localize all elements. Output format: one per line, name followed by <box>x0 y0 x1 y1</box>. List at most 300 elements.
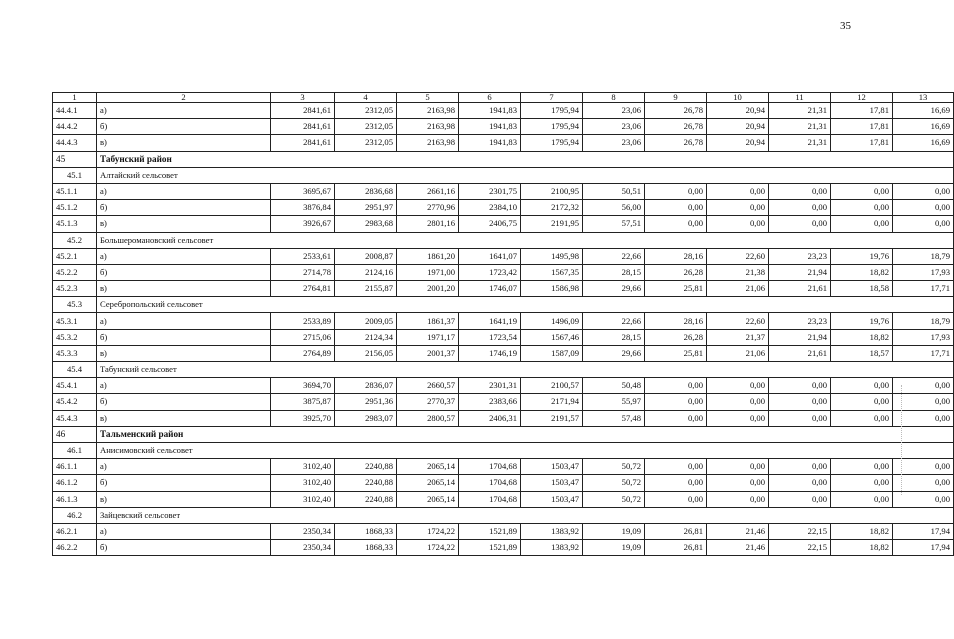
value-cell: 2312,05 <box>335 119 397 135</box>
value-cell: 29,66 <box>583 345 645 361</box>
value-cell: 19,76 <box>831 248 893 264</box>
value-cell: 3876,84 <box>271 200 335 216</box>
value-cell: 21,46 <box>707 523 769 539</box>
row-label: а) <box>97 103 271 119</box>
value-cell: 2660,57 <box>397 378 459 394</box>
row-label: б) <box>97 329 271 345</box>
value-cell: 21,46 <box>707 540 769 556</box>
value-cell: 21,38 <box>707 264 769 280</box>
value-cell: 0,00 <box>769 394 831 410</box>
column-number: 1 <box>53 93 97 103</box>
value-cell: 1746,19 <box>459 345 521 361</box>
row-label: а) <box>97 248 271 264</box>
value-cell: 0,00 <box>831 200 893 216</box>
value-cell: 2836,07 <box>335 378 397 394</box>
value-cell: 1971,17 <box>397 329 459 345</box>
district-title: Тальменский район <box>97 426 954 442</box>
column-number: 5 <box>397 93 459 103</box>
council-code: 45.4 <box>53 362 97 378</box>
table-row <box>53 313 954 329</box>
value-cell: 18,82 <box>831 264 893 280</box>
value-cell: 1724,22 <box>397 540 459 556</box>
council-title: Серебропольский сельсовет <box>97 297 954 313</box>
value-cell: 2100,57 <box>521 378 583 394</box>
value-cell: 1746,07 <box>459 281 521 297</box>
column-number: 11 <box>769 93 831 103</box>
value-cell: 23,23 <box>769 313 831 329</box>
value-cell: 1795,94 <box>521 103 583 119</box>
value-cell: 1971,00 <box>397 264 459 280</box>
value-cell: 18,58 <box>831 281 893 297</box>
value-cell: 2100,95 <box>521 183 583 199</box>
value-cell: 0,00 <box>645 200 707 216</box>
value-cell: 23,06 <box>583 119 645 135</box>
value-cell: 16,69 <box>893 119 954 135</box>
row-label: а) <box>97 459 271 475</box>
council-title: Зайцевский сельсовет <box>97 507 954 523</box>
table-row <box>53 183 954 199</box>
column-number: 9 <box>645 93 707 103</box>
value-cell: 1868,33 <box>335 523 397 539</box>
value-cell: 1586,98 <box>521 281 583 297</box>
row-label: б) <box>97 394 271 410</box>
council-row <box>53 442 954 458</box>
value-cell: 16,69 <box>893 135 954 151</box>
value-cell: 3926,67 <box>271 216 335 232</box>
value-cell: 2001,20 <box>397 281 459 297</box>
value-cell: 0,00 <box>707 491 769 507</box>
value-cell: 2406,31 <box>459 410 521 426</box>
value-cell: 0,00 <box>893 378 954 394</box>
value-cell: 0,00 <box>769 378 831 394</box>
column-number-row <box>53 93 954 103</box>
council-row <box>53 232 954 248</box>
value-cell: 2983,68 <box>335 216 397 232</box>
value-cell: 2770,37 <box>397 394 459 410</box>
value-cell: 2383,66 <box>459 394 521 410</box>
row-code: 45.1.1 <box>53 183 97 199</box>
value-cell: 2533,61 <box>271 248 335 264</box>
value-cell: 2841,61 <box>271 103 335 119</box>
value-cell: 1495,98 <box>521 248 583 264</box>
row-label: б) <box>97 264 271 280</box>
value-cell: 0,00 <box>893 459 954 475</box>
value-cell: 0,00 <box>645 394 707 410</box>
value-cell: 3102,40 <box>271 459 335 475</box>
value-cell: 20,94 <box>707 135 769 151</box>
value-cell: 1383,92 <box>521 523 583 539</box>
value-cell: 50,72 <box>583 459 645 475</box>
value-cell: 55,97 <box>583 394 645 410</box>
value-cell: 25,81 <box>645 281 707 297</box>
row-code: 44.4.1 <box>53 103 97 119</box>
value-cell: 0,00 <box>831 475 893 491</box>
value-cell: 0,00 <box>769 459 831 475</box>
value-cell: 21,61 <box>769 281 831 297</box>
council-code: 46.2 <box>53 507 97 523</box>
value-cell: 0,00 <box>893 475 954 491</box>
value-cell: 0,00 <box>645 475 707 491</box>
value-cell: 17,81 <box>831 135 893 151</box>
value-cell: 3694,70 <box>271 378 335 394</box>
council-title: Табунский сельсовет <box>97 362 954 378</box>
row-code: 45.3.3 <box>53 345 97 361</box>
value-cell: 2533,89 <box>271 313 335 329</box>
row-code: 45.3.2 <box>53 329 97 345</box>
row-code: 45.2.1 <box>53 248 97 264</box>
value-cell: 18,79 <box>893 313 954 329</box>
value-cell: 3102,40 <box>271 475 335 491</box>
council-title: Алтайский сельсовет <box>97 167 954 183</box>
row-code: 45.4.3 <box>53 410 97 426</box>
value-cell: 0,00 <box>769 410 831 426</box>
column-number: 3 <box>271 93 335 103</box>
value-cell: 1861,20 <box>397 248 459 264</box>
value-cell: 2764,89 <box>271 345 335 361</box>
value-cell: 0,00 <box>645 491 707 507</box>
value-cell: 28,16 <box>645 248 707 264</box>
value-cell: 0,00 <box>831 410 893 426</box>
council-row <box>53 297 954 313</box>
table-row <box>53 103 954 119</box>
value-cell: 22,66 <box>583 248 645 264</box>
value-cell: 56,00 <box>583 200 645 216</box>
value-cell: 22,60 <box>707 313 769 329</box>
value-cell: 0,00 <box>831 459 893 475</box>
column-number: 13 <box>893 93 954 103</box>
value-cell: 1641,19 <box>459 313 521 329</box>
row-code: 45.1.3 <box>53 216 97 232</box>
value-cell: 1795,94 <box>521 135 583 151</box>
value-cell: 22,66 <box>583 313 645 329</box>
value-cell: 1587,09 <box>521 345 583 361</box>
value-cell: 0,00 <box>831 378 893 394</box>
value-cell: 17,81 <box>831 119 893 135</box>
value-cell: 57,48 <box>583 410 645 426</box>
value-cell: 0,00 <box>645 459 707 475</box>
row-label: а) <box>97 378 271 394</box>
value-cell: 22,15 <box>769 540 831 556</box>
value-cell: 1941,83 <box>459 119 521 135</box>
row-code: 44.4.3 <box>53 135 97 151</box>
value-cell: 2312,05 <box>335 135 397 151</box>
council-code: 45.1 <box>53 167 97 183</box>
value-cell: 2172,32 <box>521 200 583 216</box>
value-cell: 0,00 <box>707 216 769 232</box>
value-cell: 1641,07 <box>459 248 521 264</box>
value-cell: 21,31 <box>769 103 831 119</box>
value-cell: 2001,37 <box>397 345 459 361</box>
value-cell: 18,82 <box>831 540 893 556</box>
value-cell: 0,00 <box>893 216 954 232</box>
value-cell: 2770,96 <box>397 200 459 216</box>
value-cell: 17,71 <box>893 281 954 297</box>
column-number: 6 <box>459 93 521 103</box>
table-row <box>53 394 954 410</box>
value-cell: 2983,07 <box>335 410 397 426</box>
value-cell: 0,00 <box>831 394 893 410</box>
value-cell: 0,00 <box>893 200 954 216</box>
row-label: а) <box>97 313 271 329</box>
value-cell: 0,00 <box>893 491 954 507</box>
value-cell: 3925,70 <box>271 410 335 426</box>
value-cell: 0,00 <box>707 200 769 216</box>
value-cell: 0,00 <box>707 410 769 426</box>
value-cell: 1861,37 <box>397 313 459 329</box>
value-cell: 50,72 <box>583 491 645 507</box>
table-row <box>53 540 954 556</box>
value-cell: 3102,40 <box>271 491 335 507</box>
value-cell: 23,06 <box>583 103 645 119</box>
value-cell: 2951,36 <box>335 394 397 410</box>
value-cell: 16,69 <box>893 103 954 119</box>
value-cell: 2163,98 <box>397 119 459 135</box>
value-cell: 50,72 <box>583 475 645 491</box>
value-cell: 1723,54 <box>459 329 521 345</box>
value-cell: 28,15 <box>583 329 645 345</box>
value-cell: 1704,68 <box>459 459 521 475</box>
value-cell: 3695,67 <box>271 183 335 199</box>
council-code: 45.3 <box>53 297 97 313</box>
value-cell: 50,51 <box>583 183 645 199</box>
value-cell: 21,94 <box>769 329 831 345</box>
value-cell: 2156,05 <box>335 345 397 361</box>
row-label: б) <box>97 200 271 216</box>
table-row <box>53 216 954 232</box>
value-cell: 50,48 <box>583 378 645 394</box>
value-cell: 2841,61 <box>271 119 335 135</box>
value-cell: 2124,34 <box>335 329 397 345</box>
row-code: 45.4.2 <box>53 394 97 410</box>
row-label: б) <box>97 475 271 491</box>
value-cell: 0,00 <box>769 491 831 507</box>
value-cell: 17,81 <box>831 103 893 119</box>
table-row <box>53 491 954 507</box>
value-cell: 2065,14 <box>397 475 459 491</box>
row-label: в) <box>97 135 271 151</box>
value-cell: 1521,89 <box>459 523 521 539</box>
value-cell: 1941,83 <box>459 103 521 119</box>
value-cell: 0,00 <box>707 459 769 475</box>
value-cell: 0,00 <box>707 183 769 199</box>
council-row <box>53 362 954 378</box>
value-cell: 1503,47 <box>521 491 583 507</box>
value-cell: 26,78 <box>645 135 707 151</box>
council-title: Большероманoвский сельсовет <box>97 232 954 248</box>
value-cell: 1567,46 <box>521 329 583 345</box>
margin-mark <box>901 385 903 495</box>
value-cell: 21,31 <box>769 135 831 151</box>
value-cell: 26,78 <box>645 103 707 119</box>
value-cell: 2008,87 <box>335 248 397 264</box>
district-row <box>53 426 954 442</box>
value-cell: 1723,42 <box>459 264 521 280</box>
value-cell: 23,06 <box>583 135 645 151</box>
value-cell: 2191,57 <box>521 410 583 426</box>
value-cell: 0,00 <box>645 410 707 426</box>
value-cell: 2191,95 <box>521 216 583 232</box>
row-code: 45.2.3 <box>53 281 97 297</box>
row-label: в) <box>97 410 271 426</box>
row-code: 46.2.1 <box>53 523 97 539</box>
value-cell: 2301,31 <box>459 378 521 394</box>
value-cell: 1503,47 <box>521 475 583 491</box>
district-code: 45 <box>53 151 97 167</box>
value-cell: 2764,81 <box>271 281 335 297</box>
value-cell: 0,00 <box>831 216 893 232</box>
column-number: 8 <box>583 93 645 103</box>
table-row <box>53 264 954 280</box>
value-cell: 28,16 <box>645 313 707 329</box>
value-cell: 2065,14 <box>397 459 459 475</box>
value-cell: 29,66 <box>583 281 645 297</box>
table-row <box>53 345 954 361</box>
value-cell: 23,23 <box>769 248 831 264</box>
column-number: 12 <box>831 93 893 103</box>
value-cell: 0,00 <box>769 475 831 491</box>
row-label: б) <box>97 119 271 135</box>
district-row <box>53 151 954 167</box>
value-cell: 26,81 <box>645 523 707 539</box>
row-label: а) <box>97 183 271 199</box>
value-cell: 0,00 <box>707 394 769 410</box>
value-cell: 0,00 <box>707 475 769 491</box>
table-row <box>53 119 954 135</box>
value-cell: 18,82 <box>831 523 893 539</box>
value-cell: 18,82 <box>831 329 893 345</box>
value-cell: 26,28 <box>645 264 707 280</box>
value-cell: 22,15 <box>769 523 831 539</box>
value-cell: 1503,47 <box>521 459 583 475</box>
table-body <box>53 93 954 556</box>
value-cell: 1704,68 <box>459 475 521 491</box>
value-cell: 2312,05 <box>335 103 397 119</box>
value-cell: 1704,68 <box>459 491 521 507</box>
row-code: 46.1.1 <box>53 459 97 475</box>
value-cell: 1496,09 <box>521 313 583 329</box>
value-cell: 19,76 <box>831 313 893 329</box>
council-code: 45.2 <box>53 232 97 248</box>
value-cell: 2384,10 <box>459 200 521 216</box>
row-code: 46.1.2 <box>53 475 97 491</box>
row-label: в) <box>97 345 271 361</box>
value-cell: 21,37 <box>707 329 769 345</box>
row-label: в) <box>97 281 271 297</box>
value-cell: 26,81 <box>645 540 707 556</box>
table-row <box>53 410 954 426</box>
table-row <box>53 281 954 297</box>
value-cell: 2841,61 <box>271 135 335 151</box>
value-cell: 1383,92 <box>521 540 583 556</box>
value-cell: 18,57 <box>831 345 893 361</box>
value-cell: 17,93 <box>893 329 954 345</box>
row-label: в) <box>97 491 271 507</box>
value-cell: 2240,88 <box>335 475 397 491</box>
page-number: 35 <box>840 20 851 32</box>
value-cell: 57,51 <box>583 216 645 232</box>
value-cell: 17,94 <box>893 540 954 556</box>
value-cell: 0,00 <box>645 378 707 394</box>
column-number: 2 <box>97 93 271 103</box>
table-row <box>53 475 954 491</box>
value-cell: 1868,33 <box>335 540 397 556</box>
value-cell: 22,60 <box>707 248 769 264</box>
value-cell: 28,15 <box>583 264 645 280</box>
value-cell: 2406,75 <box>459 216 521 232</box>
value-cell: 17,71 <box>893 345 954 361</box>
value-cell: 2240,88 <box>335 491 397 507</box>
value-cell: 2715,06 <box>271 329 335 345</box>
value-cell: 17,94 <box>893 523 954 539</box>
row-code: 45.1.2 <box>53 200 97 216</box>
value-cell: 0,00 <box>707 378 769 394</box>
value-cell: 2240,88 <box>335 459 397 475</box>
value-cell: 1521,89 <box>459 540 521 556</box>
value-cell: 19,09 <box>583 540 645 556</box>
table-row <box>53 459 954 475</box>
table-row <box>53 248 954 264</box>
table-row <box>53 523 954 539</box>
value-cell: 2800,57 <box>397 410 459 426</box>
value-cell: 2350,34 <box>271 540 335 556</box>
value-cell: 2714,78 <box>271 264 335 280</box>
row-code: 44.4.2 <box>53 119 97 135</box>
row-label: в) <box>97 216 271 232</box>
table-row <box>53 329 954 345</box>
value-cell: 2171,94 <box>521 394 583 410</box>
row-code: 45.2.2 <box>53 264 97 280</box>
value-cell: 3875,87 <box>271 394 335 410</box>
value-cell: 21,94 <box>769 264 831 280</box>
table-row <box>53 200 954 216</box>
value-cell: 0,00 <box>893 183 954 199</box>
value-cell: 2350,34 <box>271 523 335 539</box>
value-cell: 0,00 <box>893 394 954 410</box>
council-row <box>53 507 954 523</box>
value-cell: 0,00 <box>769 183 831 199</box>
council-title: Анисимовский сельсовет <box>97 442 954 458</box>
value-cell: 2124,16 <box>335 264 397 280</box>
value-cell: 18,79 <box>893 248 954 264</box>
value-cell: 2155,87 <box>335 281 397 297</box>
value-cell: 25,81 <box>645 345 707 361</box>
column-number: 10 <box>707 93 769 103</box>
row-label: а) <box>97 523 271 539</box>
row-label: б) <box>97 540 271 556</box>
district-title: Табунский район <box>97 151 954 167</box>
value-cell: 2801,16 <box>397 216 459 232</box>
value-cell: 0,00 <box>645 216 707 232</box>
value-cell: 0,00 <box>893 410 954 426</box>
row-code: 46.1.3 <box>53 491 97 507</box>
district-code: 46 <box>53 426 97 442</box>
value-cell: 0,00 <box>831 491 893 507</box>
value-cell: 2163,98 <box>397 135 459 151</box>
value-cell: 2661,16 <box>397 183 459 199</box>
tariff-table <box>52 92 954 556</box>
value-cell: 21,61 <box>769 345 831 361</box>
column-number: 4 <box>335 93 397 103</box>
value-cell: 2065,14 <box>397 491 459 507</box>
column-number: 7 <box>521 93 583 103</box>
value-cell: 2951,97 <box>335 200 397 216</box>
table-row <box>53 135 954 151</box>
row-code: 46.2.2 <box>53 540 97 556</box>
table-row <box>53 378 954 394</box>
value-cell: 2009,05 <box>335 313 397 329</box>
value-cell: 21,31 <box>769 119 831 135</box>
row-code: 45.3.1 <box>53 313 97 329</box>
